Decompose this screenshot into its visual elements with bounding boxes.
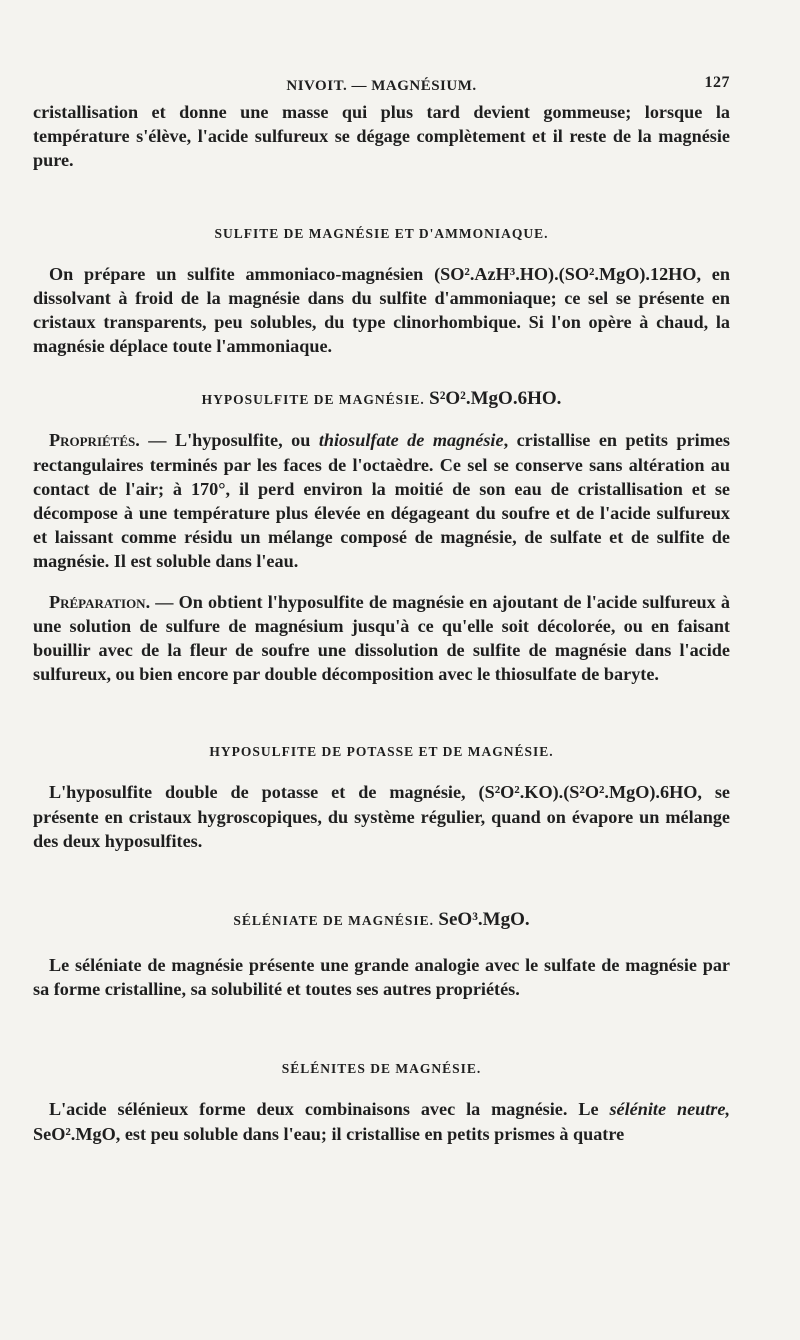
heading-formula: SeO³.MgO. xyxy=(438,909,530,931)
paragraph-continuation: cristallisation et donne une masse qui plus tard devient gommeuse; lorsque la température s'élève, l'acide sulfureux se dégage complètement et il reste de la magnésie pure. xyxy=(33,102,730,171)
paragraph-hyposulfite-double: L'hyposulfite double de potasse et de magnésie, (S²O².KO).(S²O².MgO).6HO, se présente en cristaux hygroscopiques, du système régulier, quand on évapore un mélange des deux hyposulfites. xyxy=(33,782,730,851)
heading-seleniate-magnesie xyxy=(33,909,730,931)
heading-hyposulfite-magnesie xyxy=(33,388,730,410)
section-lead-preparation: Préparation. xyxy=(49,591,151,612)
heading-text: SÉLÉNIATE DE MAGNÉSIE. xyxy=(233,913,435,929)
heading-hyposulfite-potasse-magnesie: HYPOSULFITE DE POTASSE ET DE MAGNÉSIE. xyxy=(209,744,554,760)
paragraph-preparation xyxy=(33,590,730,687)
heading-sulfite-magnesie-ammoniaque: SULFITE DE MAGNÉSIE ET D'AMMONIAQUE. xyxy=(214,225,549,241)
paragraph-proprietes xyxy=(33,428,730,573)
text-run: , cristallise en petits primes rectangulaires terminés par les faces de l'octaèdre. Ce sel se conserve sans altération au contact de l'air; à 170°, il perd environ la moitié de son eau de cristallisation et se décompose à une température plus élevée en dégageant du soufre et de l'acide sulfureux et laissant comme résidu un mélange composé de magnésie, de sulfate et de sulfite de magnésie. Il est soluble dans l'eau. xyxy=(33,430,730,572)
running-header xyxy=(33,74,730,100)
paragraph-seleniate: Le séléniate de magnésie présente une grande analogie avec le sulfate de magnésie par sa forme cristalline, sa solubilité et toutes ses autres propriétés. xyxy=(33,955,730,1000)
emphasis-thiosulfate: thiosulfate de magnésie xyxy=(318,430,504,451)
heading-selenites-magnesie: SÉLÉNITES DE MAGNÉSIE. xyxy=(281,1061,482,1077)
text-run: SeO².MgO, est peu soluble dans l'eau; il cristallise en petits prismes à quatre xyxy=(33,1123,625,1144)
running-title: NIVOIT. — MAGNÉSIUM. xyxy=(286,78,477,94)
page-number: 127 xyxy=(704,74,730,91)
text-run: — L'hyposulfite, ou xyxy=(139,430,319,451)
text-run: L'acide sélénieux forme deux combinaisons avec la magnésie. Le xyxy=(49,1099,610,1120)
paragraph-selenites xyxy=(33,1097,730,1145)
section-lead-proprietes: Propriétés. xyxy=(49,430,140,451)
paragraph-sulfite: On prépare un sulfite ammoniaco-magnésien (SO².AzH³.HO).(SO².MgO).12HO, en dissolvant à froid de la magnésie dans du sulfite d'ammoniaque; ce sel se présente en cristaux transparents, peu solubles, du type clinorhombique. Si l'on opère à chaud, la magnésie déplace toute l'ammoniaque. xyxy=(33,263,730,357)
text-run: — On obtient l'hyposulfite de magnésie en ajoutant de l'acide sulfureux à une solution de sulfure de magnésium jusqu'à ce qu'elle soit décolorée, ou en faisant bouillir avec de la fleur de soufre une dissolution de sulfite de magnésie dans l'acide sulfureux, ou bien encore par double décomposition avec le thiosulfate de baryte. xyxy=(33,591,730,685)
heading-formula: S²O².MgO.6HO. xyxy=(429,388,562,410)
heading-text: HYPOSULFITE DE MAGNÉSIE. xyxy=(201,392,425,408)
emphasis-selenite-neutre: sélénite neutre, xyxy=(609,1099,731,1120)
